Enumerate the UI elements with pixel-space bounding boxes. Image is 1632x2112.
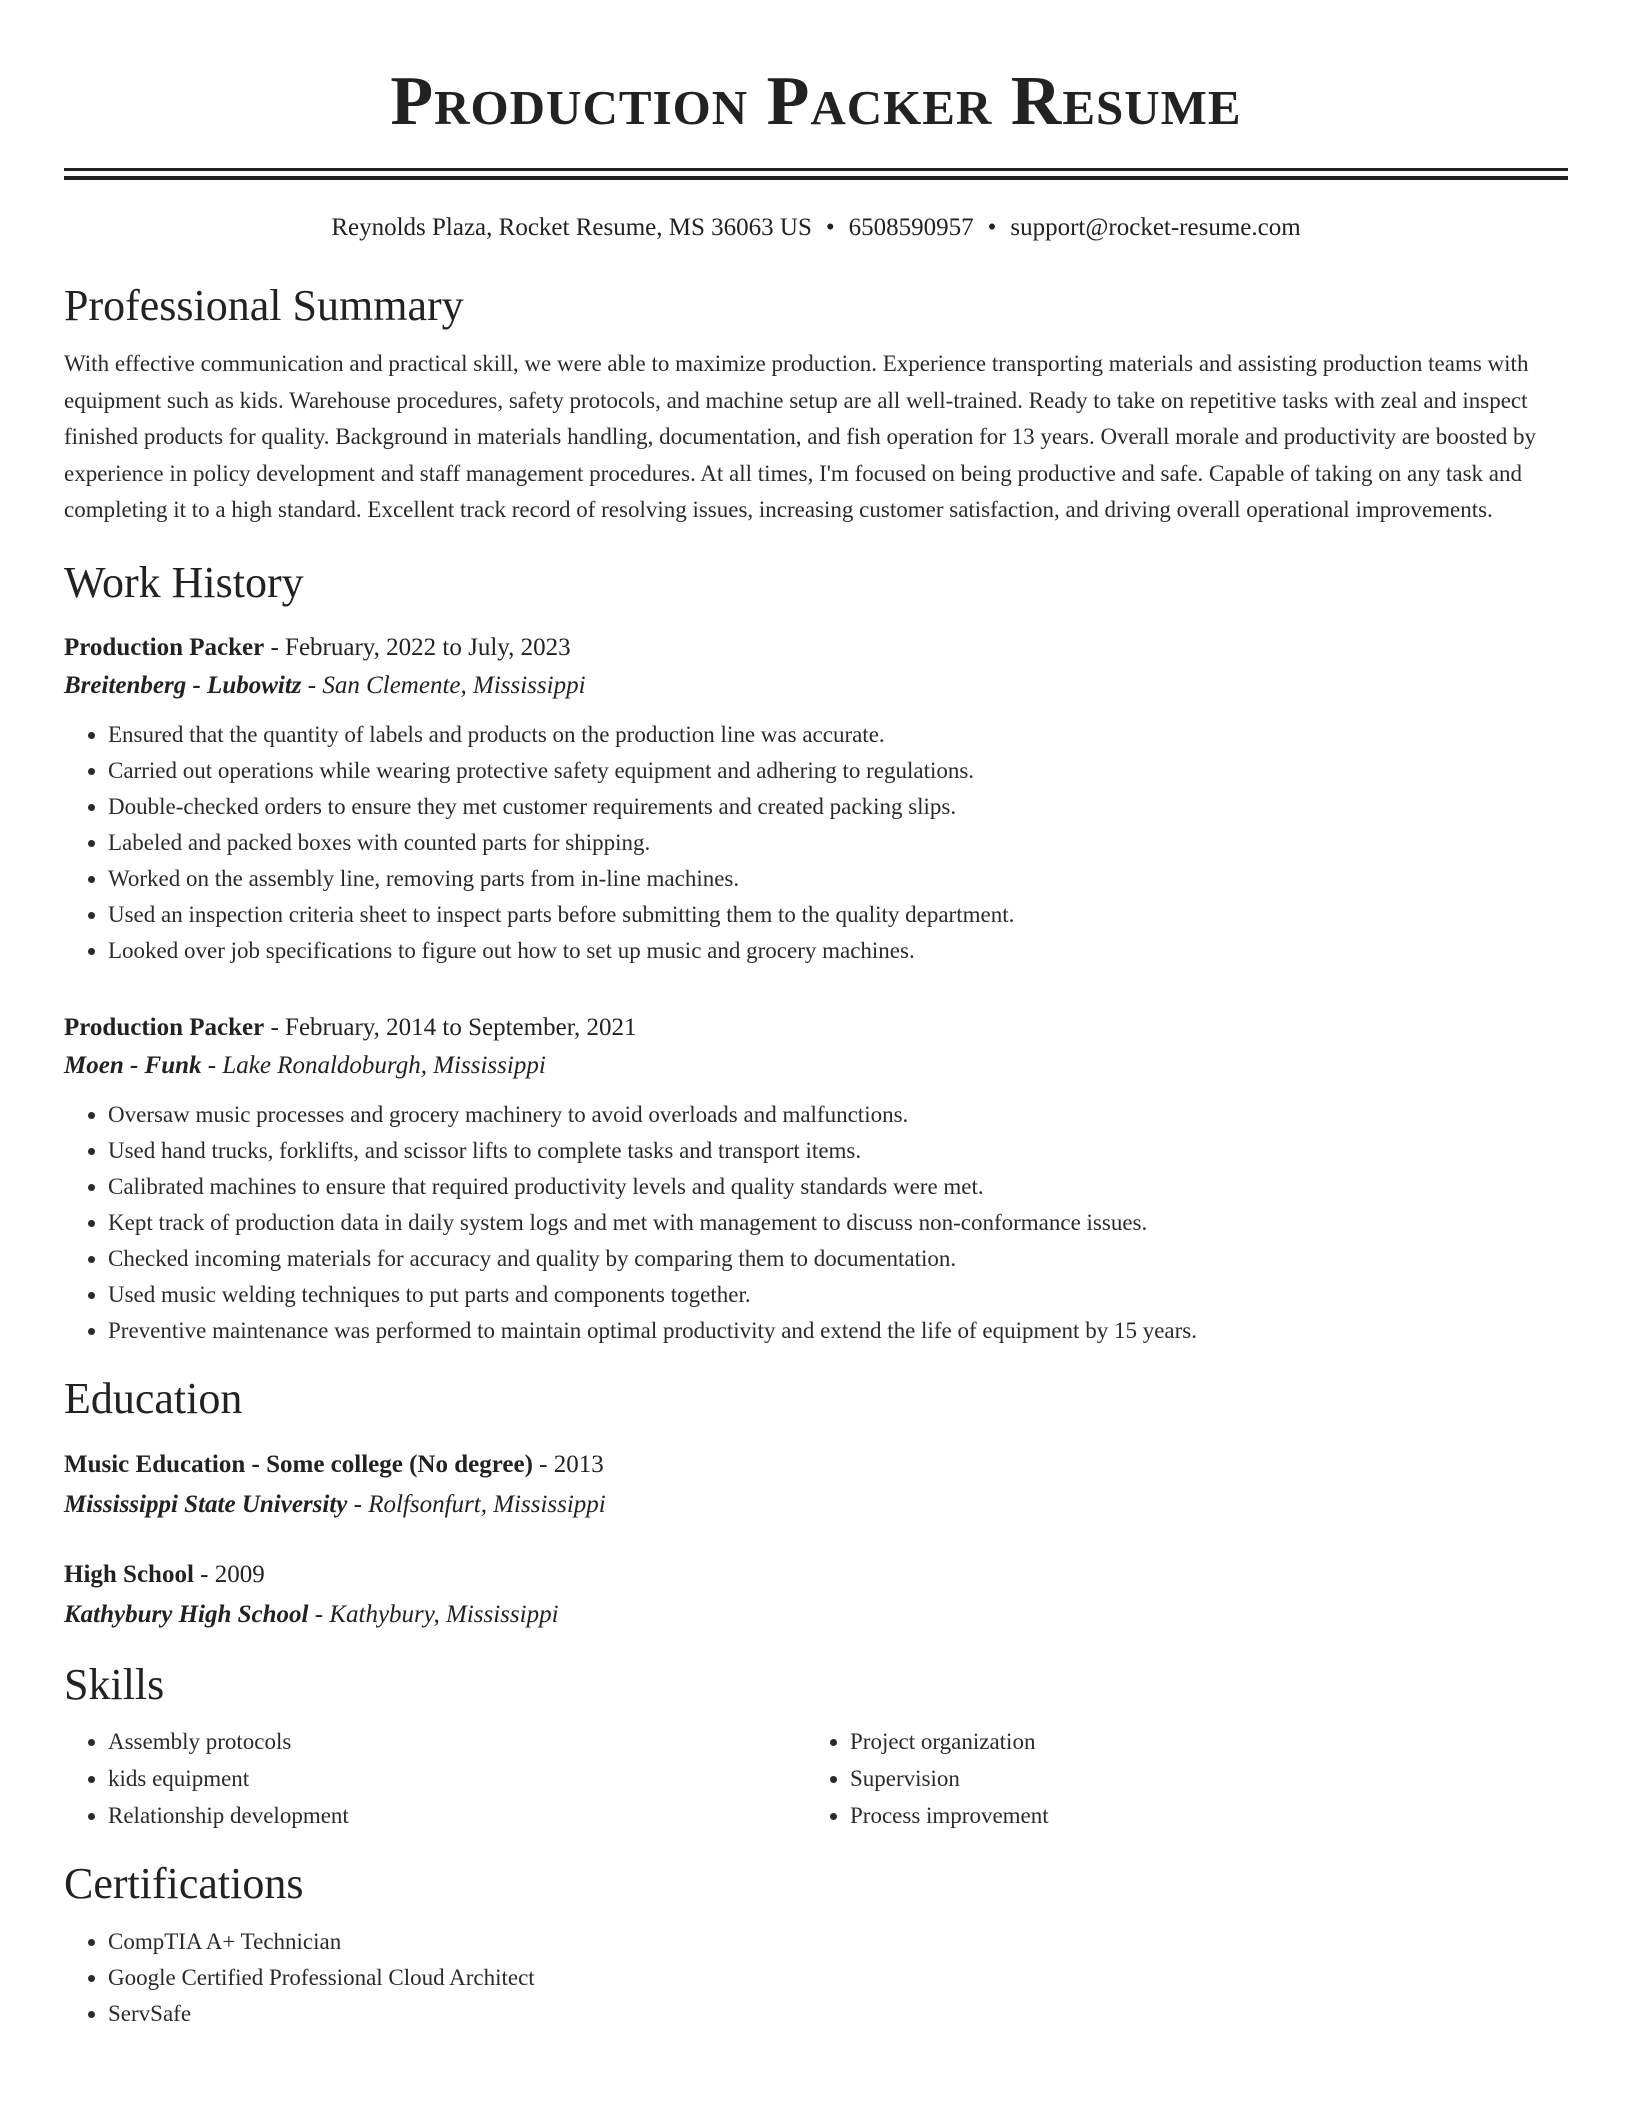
job-duty: • Used music welding techniques to put parts and components together. — [108, 1277, 1568, 1313]
skills-column-left — [64, 1723, 806, 1834]
title-divider-top — [64, 168, 1568, 171]
job-duties-list — [64, 717, 1568, 969]
job-duty: • Carried out operations while wearing protective safety equipment and adhering to regulations. — [108, 753, 1568, 789]
education-year: - 2009 — [193, 1560, 265, 1588]
job-duty: • Kept track of production data in daily system logs and met with management to discuss non-conformance issues. — [108, 1205, 1568, 1241]
skill-item: • Project organization — [850, 1723, 1548, 1760]
job-duty: • Double-checked orders to ensure they met customer requirements and created packing slips. — [108, 789, 1568, 825]
skills-heading: Skills — [64, 1659, 165, 1709]
education-degree-line — [64, 1445, 1568, 1485]
job-duty: • Calibrated machines to ensure that required productivity levels and quality standards were met. — [108, 1169, 1568, 1205]
skills-column-right — [806, 1723, 1548, 1834]
job-title: Production Packer — [64, 1013, 265, 1041]
education-school: Mississippi State University — [64, 1490, 348, 1518]
education-degree: Music Education - Some college (No degree) — [64, 1450, 533, 1478]
certifications-heading: Certifications — [64, 1858, 304, 1908]
job-duty: • Looked over job specifications to figure out how to set up music and grocery machines. — [108, 933, 1568, 969]
contact-separator: • — [825, 214, 835, 241]
summary-text: With effective communication and practical skill, we were able to maximize production. Experience transporting materials and assisting production teams with equipment such as kids. Warehouse procedures, safety protocols, and machine setup are all well-trained. Ready to take on repetitive tasks with zeal and inspect finished products for quality. Background in materials handling, documentation, and fish operation for 13 years. Overall morale and productivity are boosted by experience in policy development and staff management procedures. At all times, I'm focused on being productive and safe. Capable of taking on any task and completing it to a high standard. Excellent track record of resolving issues, increasing customer satisfaction, and driving overall operational improvements. — [64, 351, 1537, 522]
education-school-line — [64, 1595, 1568, 1635]
skills-list — [806, 1723, 1548, 1834]
resume-title: Production Packer Resume — [390, 63, 1242, 140]
contact-phone: 6508590957 — [848, 214, 974, 241]
skill-item: • Assembly protocols — [108, 1723, 806, 1760]
education-year: - 2013 — [532, 1450, 604, 1478]
contact-line — [64, 212, 1568, 244]
job-header — [64, 1009, 1568, 1047]
certification-item: • Google Certified Professional Cloud Architect — [108, 1960, 1568, 1996]
job-location: - Lake Ronaldoburgh, Mississippi — [201, 1051, 546, 1079]
job-dates: - February, 2014 to September, 2021 — [264, 1013, 637, 1041]
job-duty: • Worked on the assembly line, removing parts from in-line machines. — [108, 861, 1568, 897]
certification-item: • ServSafe — [108, 1996, 1568, 2032]
job-company: Breitenberg - Lubowitz — [64, 671, 302, 699]
job-duties-list — [64, 1097, 1568, 1349]
title-divider-bottom — [64, 176, 1568, 180]
skill-item: • Relationship development — [108, 1797, 806, 1834]
job-employer — [64, 667, 1568, 705]
job-duty: • Used an inspection criteria sheet to inspect parts before submitting them to the quality department. — [108, 897, 1568, 933]
job-duty: • Ensured that the quantity of labels and products on the production line was accurate. — [108, 717, 1568, 753]
job-duty: • Checked incoming materials for accuracy and quality by comparing them to documentation. — [108, 1241, 1568, 1277]
job-dates: - February, 2022 to July, 2023 — [264, 633, 571, 661]
job-location: - San Clemente, Mississippi — [301, 671, 586, 699]
certification-item: • CompTIA A+ Technician — [108, 1924, 1568, 1960]
skill-item: • Process improvement — [850, 1797, 1548, 1834]
job-title: Production Packer — [64, 633, 265, 661]
job-duty: • Labeled and packed boxes with counted parts for shipping. — [108, 825, 1568, 861]
job-duty: • Oversaw music processes and grocery machinery to avoid overloads and malfunctions. — [108, 1097, 1568, 1133]
job-header — [64, 629, 1568, 667]
job-company: Moen - Funk — [64, 1051, 202, 1079]
education-degree: High School — [64, 1560, 194, 1588]
skills-grid — [64, 1723, 1568, 1834]
contact-email: support@rocket-resume.com — [1010, 214, 1301, 241]
education-heading: Education — [64, 1373, 243, 1423]
education-school: Kathybury High School — [64, 1600, 309, 1628]
summary-heading: Professional Summary — [64, 281, 464, 330]
skill-item: • Supervision — [850, 1760, 1548, 1797]
job-duty: • Used hand trucks, forklifts, and scissor lifts to complete tasks and transport items. — [108, 1133, 1568, 1169]
contact-separator: • — [987, 214, 997, 241]
certifications-list — [64, 1924, 1568, 2032]
job-duty: • Preventive maintenance was performed to maintain optimal productivity and extend the life of equipment by 15 years. — [108, 1313, 1568, 1349]
skill-item: • kids equipment — [108, 1760, 806, 1797]
contact-address: Reynolds Plaza, Rocket Resume, MS 36063 US — [331, 214, 812, 241]
education-location: - Kathybury, Mississippi — [308, 1600, 559, 1628]
skills-list — [64, 1723, 806, 1834]
education-degree-line — [64, 1555, 1568, 1595]
education-location: - Rolfsonfurt, Mississippi — [347, 1490, 606, 1518]
job-employer — [64, 1047, 1568, 1085]
education-school-line — [64, 1485, 1568, 1525]
work-history-heading: Work History — [64, 557, 304, 607]
